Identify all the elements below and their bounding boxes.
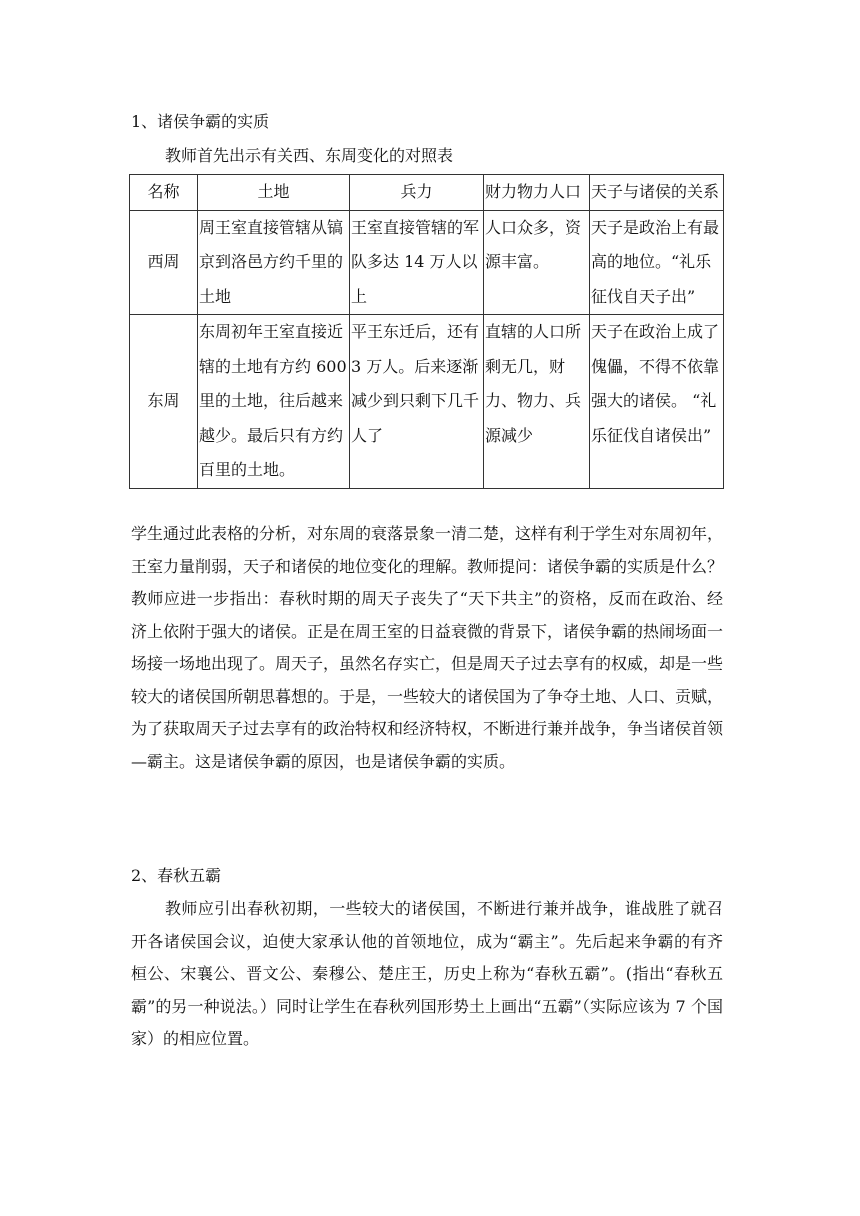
table-cell: 平王东迁后，还有 3 万人。后来逐渐减少到只剩下几千人了 bbox=[350, 315, 484, 489]
table-cell: 周王室直接管辖从镐京到洛邑方约千里的土地 bbox=[198, 210, 350, 315]
table-cell: 天子在政治上成了傀儡，不得不依靠强大的诸侯。 “礼乐征伐自诸侯出” bbox=[590, 315, 724, 489]
comparison-table bbox=[129, 174, 724, 489]
header-cell: 财力物力人口 bbox=[484, 175, 590, 211]
table-header-row bbox=[130, 175, 724, 211]
section-heading: 2、春秋五霸 bbox=[131, 866, 222, 885]
table-cell: 东周初年王室直接近辖的土地有方约 600 里的土地，往后越来越少。最后只有方约百里的土地。 bbox=[198, 315, 350, 489]
header-cell: 名称 bbox=[130, 175, 198, 211]
section-heading: 1、诸侯争霸的实质 bbox=[131, 112, 270, 131]
table-cell: 人口众多，资源丰富。 bbox=[484, 210, 590, 315]
table-row bbox=[130, 210, 724, 315]
header-cell: 天子与诸侯的关系 bbox=[590, 175, 724, 211]
table-intro: 教师首先出示有关西、东周变化的对照表 bbox=[165, 146, 454, 165]
header-cell: 兵力 bbox=[350, 175, 484, 211]
table-cell: 直辖的人口所剩无几，财力、物力、兵源减少 bbox=[484, 315, 590, 489]
analysis-paragraph: 学生通过此表格的分析，对东周的衰落景象一清二楚，这样有利于学生对东周初年，王室力量削弱，天子和诸侯的地位变化的理解。教师提问：诸侯争霸的实质是什么？教师应进一步指出：春秋时期的周天子丧失了“天下共主”的资格，反而在政治、经济上依附于强大的诸侯。正是在周王室的日益衰微的背景下，诸侯争霸的热闹场面一场接一场地出现了。周天子，虽然名存实亡，但是周天子过去享有的权威，却是一些较大的诸侯国所朝思暮想的。于是，一些较大的诸侯国为了争夺土地、人口、贡赋，为了获取周天子过去享有的政治特权和经济特权，不断进行兼并战争，争当诸侯首领—霸主。这是诸侯争霸的原因，也是诸侯争霸的实质。 bbox=[131, 524, 724, 771]
table-cell: 王室直接管辖的军队多达 14 万人以上 bbox=[350, 210, 484, 315]
body-paragraph: 教师应引出春秋初期，一些较大的诸侯国，不断进行兼并战争，谁战胜了就召开各诸侯国会议，迫使大家承认他的首领地位，成为“霸主”。先后起来争霸的有齐桓公、宋襄公、晋文公、秦穆公、楚庄王，历史上称为“春秋五霸”。(指出“春秋五霸”的另一种说法。）同时让学生在春秋列国形势土上画出“五霸”（实际应该为 7 个国家）的相应位置。 bbox=[131, 899, 723, 1048]
header-cell: 土地 bbox=[198, 175, 350, 211]
table-row bbox=[130, 315, 724, 489]
row-label: 东周 bbox=[130, 315, 198, 489]
table-cell: 天子是政治上有最高的地位。“礼乐征伐自天子出” bbox=[590, 210, 724, 315]
row-label: 西周 bbox=[130, 210, 198, 315]
